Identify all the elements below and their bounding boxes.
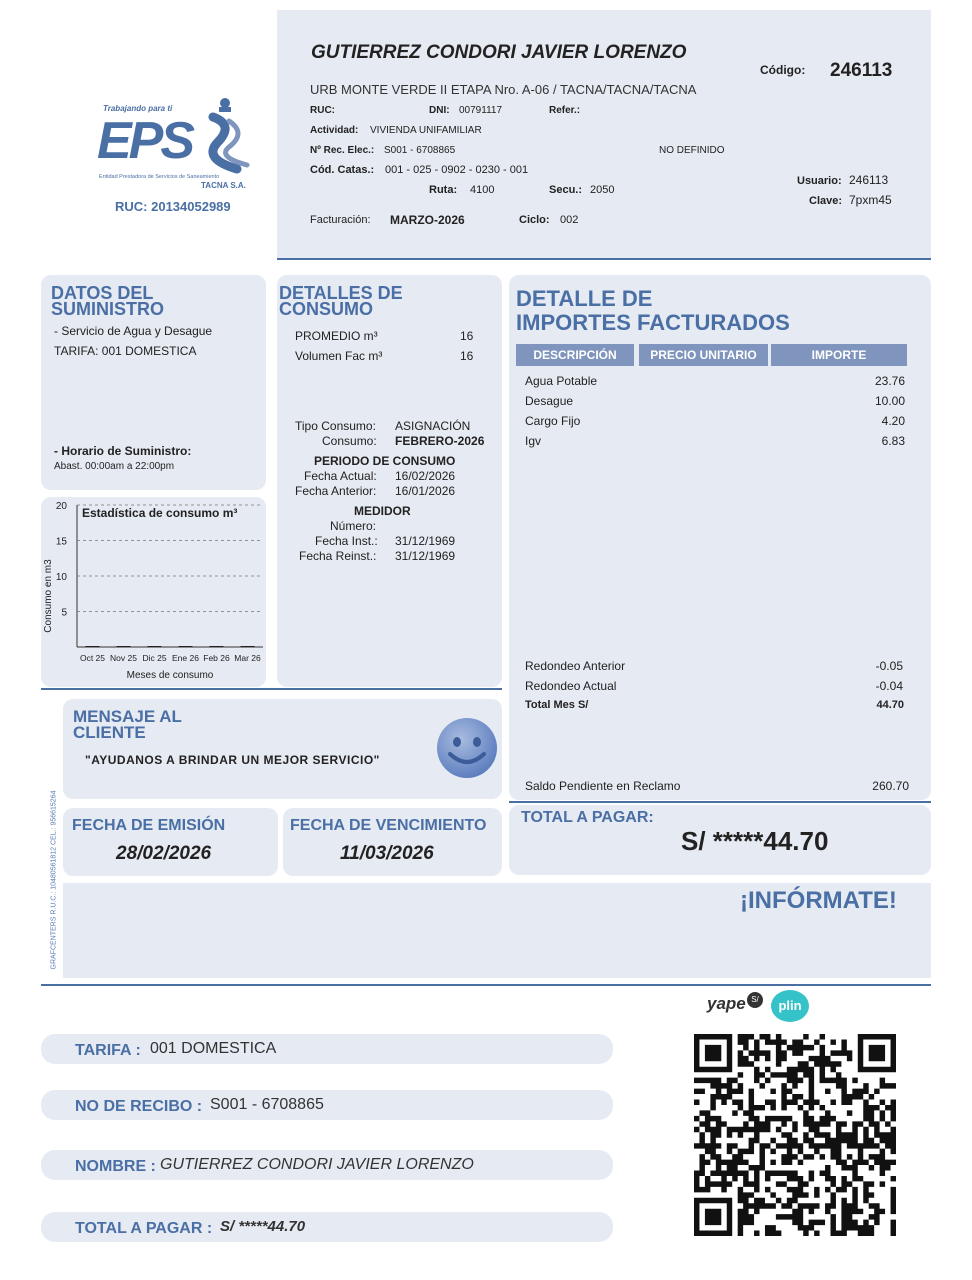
total-mes-label: Total Mes S/ bbox=[525, 699, 589, 711]
suministro-servicio: - Servicio de Agua y Desague bbox=[54, 324, 213, 338]
emision-value: 28/02/2026 bbox=[116, 843, 212, 864]
footer-nombre bbox=[41, 1150, 613, 1180]
col-precio-unitario: PRECIO UNITARIO bbox=[639, 344, 768, 366]
fecha-actual-value: 16/02/2026 bbox=[395, 469, 456, 483]
footer-total-label: TOTAL A PAGAR : bbox=[75, 1220, 213, 1237]
redondeo-anterior-label: Redondeo Anterior bbox=[525, 659, 626, 673]
periodo-title: PERIODO DE CONSUMO bbox=[314, 454, 456, 468]
plin-logo bbox=[771, 990, 809, 1022]
col-descripcion: DESCRIPCIÓN bbox=[516, 344, 634, 366]
chart-bar bbox=[179, 646, 193, 647]
promedio-label: PROMEDIO m³ bbox=[295, 329, 378, 343]
facturacion-label: Facturación: bbox=[310, 214, 371, 226]
water-drop-icon bbox=[195, 95, 255, 175]
chart-x-axis-label: Meses de consumo bbox=[126, 670, 214, 681]
consumo-title-2: CONSUMO bbox=[279, 299, 373, 319]
chart-x-tick-label: Oct 25 bbox=[79, 653, 106, 663]
ruc-label: RUC: bbox=[310, 105, 335, 116]
logo-tagline: Trabajando para ti bbox=[103, 104, 173, 113]
mensaje-title-2: CLIENTE bbox=[73, 723, 146, 742]
volumen-label: Volumen Fac m³ bbox=[295, 349, 383, 363]
informate-title: ¡INFÓRMATE! bbox=[740, 887, 897, 914]
importe-row-desc: Agua Potable bbox=[525, 374, 598, 388]
smiley-icon bbox=[435, 716, 499, 780]
horario-label: - Horario de Suministro: bbox=[54, 444, 192, 458]
footer-recibo bbox=[41, 1090, 613, 1120]
no-definido: NO DEFINIDO bbox=[659, 145, 725, 156]
numero-label: Número: bbox=[330, 519, 377, 533]
facturacion-value: MARZO-2026 bbox=[390, 213, 465, 227]
total-mes-value: 44.70 bbox=[876, 699, 904, 711]
importe-row-value: 4.20 bbox=[881, 414, 905, 428]
chart-bar bbox=[148, 646, 162, 647]
chart-x-tick-label: Feb 26 bbox=[203, 653, 230, 663]
chart-y-axis-label: Consumo en m3 bbox=[43, 559, 54, 633]
catas-label: Cód. Catas.: bbox=[310, 164, 375, 176]
ruta-value: 4100 bbox=[470, 184, 495, 196]
mensaje-text: "AYUDANOS A BRINDAR UN MEJOR SERVICIO" bbox=[85, 753, 380, 767]
clave-value: 7pxm45 bbox=[849, 193, 892, 207]
importe-row-desc: Cargo Fijo bbox=[525, 414, 581, 428]
fecha-actual-label: Fecha Actual: bbox=[304, 469, 377, 483]
refer-label: Refer.: bbox=[549, 105, 581, 116]
importes-title-1: DETALLE DE bbox=[516, 286, 653, 311]
footer-tarifa-value: 001 DOMESTICA bbox=[150, 1040, 277, 1057]
ciclo-value: 002 bbox=[560, 214, 579, 226]
suministro-title-1: DATOS DEL bbox=[51, 283, 154, 303]
dni-label: DNI: bbox=[429, 105, 450, 116]
customer-address: URB MONTE VERDE II ETAPA Nro. A-06 / TACNA/TACNA/TACNA bbox=[310, 82, 697, 97]
col-importe: IMPORTE bbox=[771, 344, 907, 366]
promedio-value: 16 bbox=[460, 329, 474, 343]
codigo-label: Código: bbox=[760, 63, 806, 77]
redondeo-anterior-value: -0.05 bbox=[875, 659, 903, 673]
saldo-value: 260.70 bbox=[872, 779, 909, 793]
usuario-value: 246113 bbox=[849, 173, 889, 187]
secu-label: Secu.: bbox=[549, 184, 583, 196]
total-label: TOTAL A PAGAR: bbox=[521, 809, 654, 826]
divider-bottom bbox=[41, 984, 931, 986]
importe-row-value: 6.83 bbox=[881, 434, 905, 448]
fecha-inst-label: Fecha Inst.: bbox=[315, 534, 378, 548]
footer-recibo-label: NO DE RECIBO : bbox=[75, 1098, 203, 1115]
vencimiento-value: 11/03/2026 bbox=[340, 843, 434, 864]
customer-name: GUTIERREZ CONDORI JAVIER LORENZO bbox=[311, 42, 687, 63]
importes-title-2: IMPORTES FACTURADOS bbox=[516, 310, 790, 335]
fecha-anterior-label: Fecha Anterior: bbox=[295, 484, 377, 498]
actividad-label: Actividad: bbox=[310, 125, 359, 136]
rec-elec-label: Nº Rec. Elec.: bbox=[310, 145, 375, 156]
redondeo-actual-label: Redondeo Actual bbox=[525, 679, 617, 693]
logo-subtitle: Entidad Prestadora de Servicios de Saneamiento bbox=[99, 174, 220, 180]
usuario-label: Usuario: bbox=[797, 175, 842, 187]
logo-letters: EPS bbox=[97, 112, 193, 170]
divider-left bbox=[41, 688, 502, 690]
plin-text: plin bbox=[778, 998, 802, 1013]
fecha-reinst-label: Fecha Reinst.: bbox=[299, 549, 377, 563]
tipo-label: Tipo Consumo: bbox=[295, 419, 376, 433]
header-divider bbox=[277, 258, 931, 260]
importe-row-desc: Igv bbox=[525, 434, 542, 448]
emision-label: FECHA DE EMISIÓN bbox=[72, 817, 226, 834]
chart-x-tick-label: Mar 26 bbox=[234, 653, 261, 663]
secu-value: 2050 bbox=[590, 184, 615, 196]
footer-total-value: S/ *****44.70 bbox=[220, 1218, 306, 1235]
consumo-mes-value: FEBRERO-2026 bbox=[395, 434, 485, 448]
chart-title: Estadística de consumo m³ bbox=[82, 506, 238, 520]
footer-recibo-value: S001 - 6708865 bbox=[210, 1096, 324, 1113]
suministro-title-2: SUMINISTRO bbox=[51, 299, 165, 319]
suministro-tarifa: TARIFA: 001 DOMESTICA bbox=[54, 344, 197, 358]
codigo-value: 246113 bbox=[830, 60, 893, 81]
chart-x-tick-label: Ene 26 bbox=[172, 653, 199, 663]
chart-bar bbox=[210, 646, 224, 647]
saldo-label: Saldo Pendiente en Reclamo bbox=[525, 779, 681, 793]
footer-nombre-label: NOMBRE : bbox=[75, 1158, 156, 1175]
qr-code bbox=[694, 1034, 896, 1236]
divider-right bbox=[509, 801, 931, 803]
logo-city: TACNA S.A. bbox=[201, 181, 246, 190]
tipo-value: ASIGNACIÓN bbox=[395, 419, 471, 433]
actividad-value: VIVIENDA UNIFAMILIAR bbox=[370, 125, 482, 136]
chart-y-tick-label: 15 bbox=[55, 536, 67, 548]
ciclo-label: Ciclo: bbox=[519, 214, 550, 226]
horario-value: Abast. 00:00am a 22:00pm bbox=[54, 461, 175, 472]
printer-side-text: GRAFCENTERS R.U.C.: 10480561812 CEL.: 956615264 bbox=[50, 790, 58, 970]
yape-logo bbox=[707, 992, 765, 1018]
chart-bar bbox=[117, 646, 131, 647]
qr-modules bbox=[694, 1034, 896, 1236]
footer-total bbox=[41, 1212, 613, 1242]
volumen-value: 16 bbox=[460, 349, 474, 363]
yape-text: yape bbox=[707, 994, 746, 1013]
consumo-title-1: DETALLES DE bbox=[279, 283, 403, 303]
redondeo-actual-value: -0.04 bbox=[875, 679, 903, 693]
logo-ruc: RUC: 20134052989 bbox=[115, 199, 231, 214]
medidor-title: MEDIDOR bbox=[354, 504, 411, 518]
chart-y-tick-label: 20 bbox=[55, 501, 67, 512]
ruta-label: Ruta: bbox=[429, 184, 458, 196]
chart-y-tick-label: 5 bbox=[61, 607, 67, 619]
footer-tarifa-label: TARIFA : bbox=[75, 1042, 141, 1059]
chart-bar bbox=[241, 646, 255, 647]
consumo-chart bbox=[41, 497, 266, 687]
yape-coin-icon: S/ bbox=[747, 992, 763, 1008]
chart-y-tick-label: 10 bbox=[55, 572, 67, 583]
rec-elec-value: S001 - 6708865 bbox=[384, 145, 456, 156]
importe-row-desc: Desague bbox=[525, 394, 574, 408]
clave-label: Clave: bbox=[809, 195, 843, 207]
fecha-anterior-value: 16/01/2026 bbox=[395, 484, 456, 498]
chart-bar bbox=[86, 646, 100, 647]
consumo-mes-label: Consumo: bbox=[322, 434, 377, 448]
footer-tarifa bbox=[41, 1034, 613, 1064]
footer-nombre-value: GUTIERREZ CONDORI JAVIER LORENZO bbox=[160, 1156, 474, 1173]
importe-row-value: 23.76 bbox=[874, 374, 905, 388]
dni-value: 00791117 bbox=[459, 105, 503, 116]
total-value: S/ *****44.70 bbox=[681, 826, 829, 856]
eps-logo bbox=[95, 95, 260, 215]
fecha-inst-value: 31/12/1969 bbox=[395, 534, 456, 548]
vencimiento-label: FECHA DE VENCIMIENTO bbox=[290, 817, 487, 834]
chart-x-tick-label: Nov 25 bbox=[110, 653, 137, 663]
catas-value: 001 - 025 - 0902 - 0230 - 001 bbox=[385, 164, 529, 176]
importe-row-value: 10.00 bbox=[874, 394, 905, 408]
fecha-reinst-value: 31/12/1969 bbox=[395, 549, 456, 563]
mensaje-title-1: MENSAJE AL bbox=[73, 707, 182, 726]
chart-x-tick-label: Dic 25 bbox=[142, 653, 167, 663]
